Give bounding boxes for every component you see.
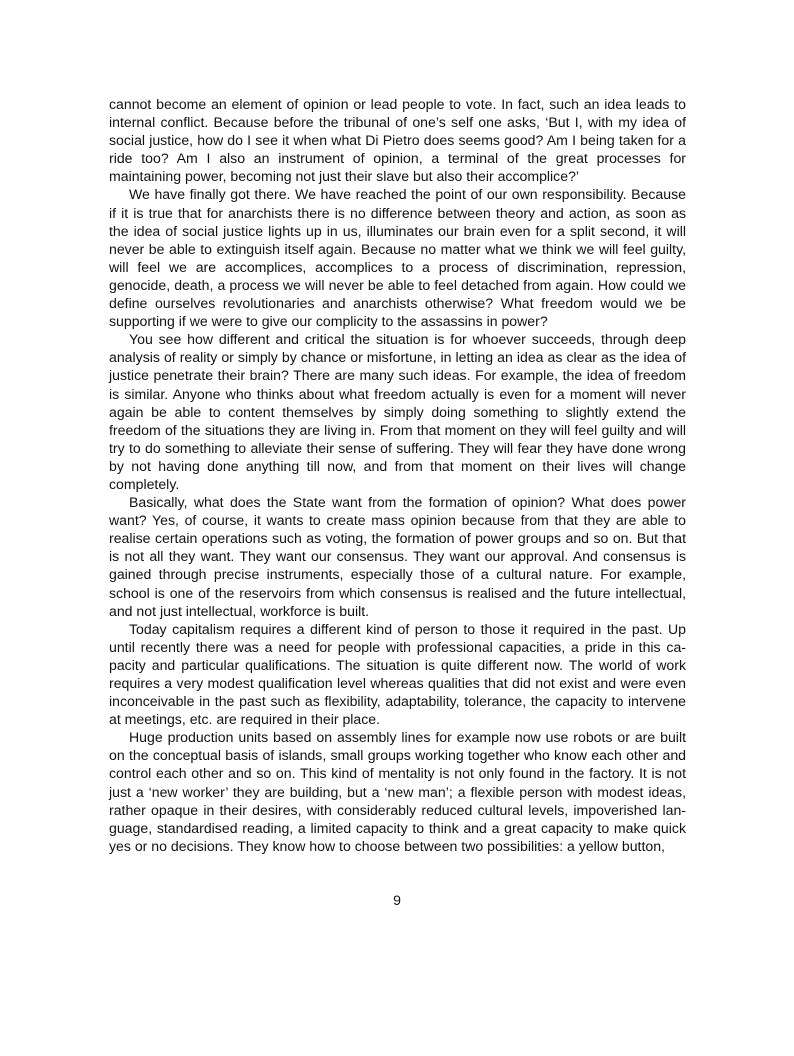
paragraph: Huge production units based on assembly lines for example now use robots or are built on the conceptual basis of islands, small groups working together who know each other and control each other and so on. This kind of mentality is not only found in the factory. It is not just a ‘new worker’ they are building, but a ‘new man’; a flexible person with modest ideas, rather opaque in their desires, with considerably reduced cultural levels, impoverished language, standardised reading, a limited capacity to think and a great capacity to make quick yes or no decisions. They know how to choose between two possibilities: a yellow button, (109, 729, 686, 854)
paragraph: We have finally got there. We have reached the point of our own responsibility. Because if it is true that for anarchists there is no difference between theory and action, as soon as the idea of social justice lights up in us, illuminates our brain even for a split second, it will never be able to extinguish itself again. Because no matter what we think we will feel guilty, will feel we are accomplices, accomplices to a process of discrimination, repression, genocide, death, a process we will never be able to feel detached from again. How could we define ourselves revolutionaries and anarchists otherwise? What freedom would we be supporting if we were to give our complicity to the assassins in power? (109, 186, 686, 330)
paragraph: Basically, what does the State want from the formation of opinion? What does power want? Yes, of course, it wants to create mass opinion because from that they are able to realise certain operations such as voting, the formation of power groups and so on. But that is not all they want. They want our consensus. They want our approval. And consensus is gained through precise instruments, especially those of a cultural nature. For example, school is one of the reservoirs from which consensus is realised and the future intellectual, and not just intellectual, workforce is built. (109, 494, 686, 619)
paragraph: Today capitalism requires a different kind of person to those it required in the past. Up until recently there was a need for people with professional capacities, a pride in this capacity and particular qualifications. The situation is quite different now. The world of work requires a very modest qualification level whereas qualities that did not exist and were even inconceivable in the past such as flexibility, adaptability, tolerance, the capacity to intervene at meetings, etc. are required in their place. (109, 620, 686, 728)
page-number: 9 (393, 892, 401, 908)
paragraph: cannot become an element of opinion or lead people to vote. In fact, such an idea leads to internal conflict. Because before the tribunal of one’s self one asks, ‘But I, with my idea of social justice, how do I see it when what Di Pietro does seems good? Am I being taken for a ride too? Am I also an instrument of opinion, a terminal of the great processes for maintaining power, becoming not just their slave but also their accomplice?’ (109, 96, 686, 185)
page-body (109, 95, 686, 855)
paragraph: You see how different and critical the situation is for whoever succeeds, through deep analysis of reality or simply by chance or misfortune, in letting an idea as clear as the idea of justice penetrate their brain? There are many such ideas. For example, the idea of freedom is similar. Anyone who thinks about what freedom actually is even for a moment will never again be able to content themselves by simply doing something to slightly extend the freedom of the situations they are living in. From that moment on they will feel guilty and will try to do something to alleviate their sense of suffering. They will fear they have done wrong by not having done anything till now, and from that moment on their lives will change completely. (109, 331, 686, 492)
